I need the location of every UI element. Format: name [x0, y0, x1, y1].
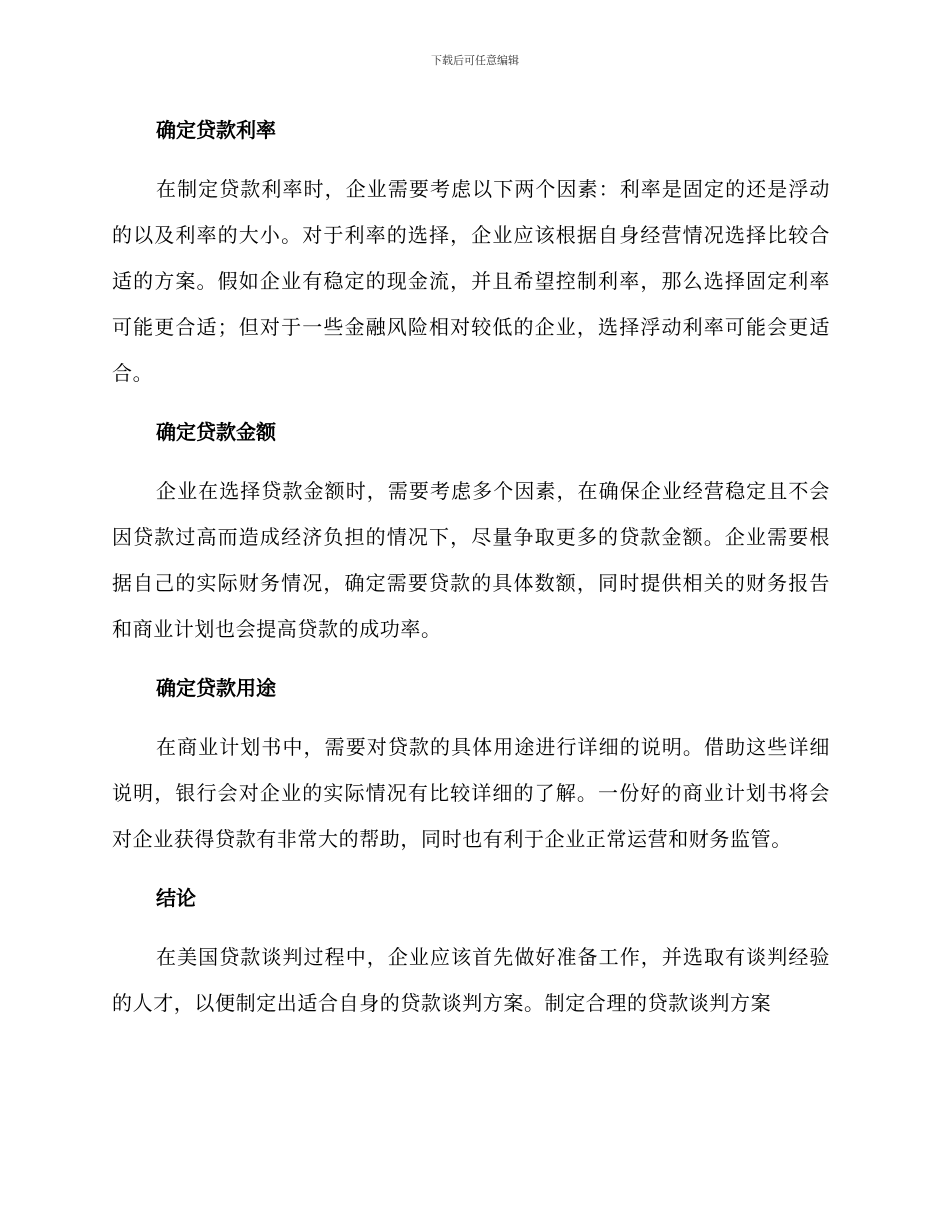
section-heading: 确定贷款金额 [156, 420, 276, 444]
page-header [0, 54, 950, 68]
section-paragraph: 在制定贷款利率时，企业需要考虑以下两个因素：利率是固定的还是浮动的以及利率的大小。对于利率的选择，企业应该根据自身经营情况选择比较合适的方案。假如企业有稳定的现金流，并且希望控制利率，那么选择固定利率可能更合适；但对于一些金融风险相对较低的企业，选择浮动利率可能会更适合。 [112, 177, 830, 385]
section-interest-rate [112, 108, 830, 396]
section-heading: 确定贷款利率 [156, 118, 276, 142]
section-heading: 结论 [156, 886, 196, 910]
section-paragraph: 在商业计划书中，需要对贷款的具体用途进行详细的说明。借助这些详细说明，银行会对企业的实际情况有比较详细的了解。一份好的商业计划书将会对企业获得贷款有非常大的帮助，同时也有利于企业正常运营和财务监管。 [112, 735, 830, 851]
section-paragraph: 在美国贷款谈判过程中，企业应该首先做好准备工作，并选取有谈判经验的人才，以便制定出适合自身的贷款谈判方案。制定合理的贷款谈判方案 [112, 945, 830, 1015]
document-body [112, 108, 830, 1026]
section-heading: 确定贷款用途 [156, 676, 276, 700]
section-paragraph: 企业在选择贷款金额时，需要考虑多个因素，在确保企业经营稳定且不会因贷款过高而造成经济负担的情况下，尽量争取更多的贷款金额。企业需要根据自己的实际财务情况，确定需要贷款的具体数额，同时提供相关的财务报告和商业计划也会提高贷款的成功率。 [112, 479, 830, 641]
section-loan-amount [112, 410, 830, 652]
section-conclusion [112, 876, 830, 1026]
page-header-text: 下载后可任意编辑 [431, 54, 519, 67]
section-loan-purpose [112, 666, 830, 862]
